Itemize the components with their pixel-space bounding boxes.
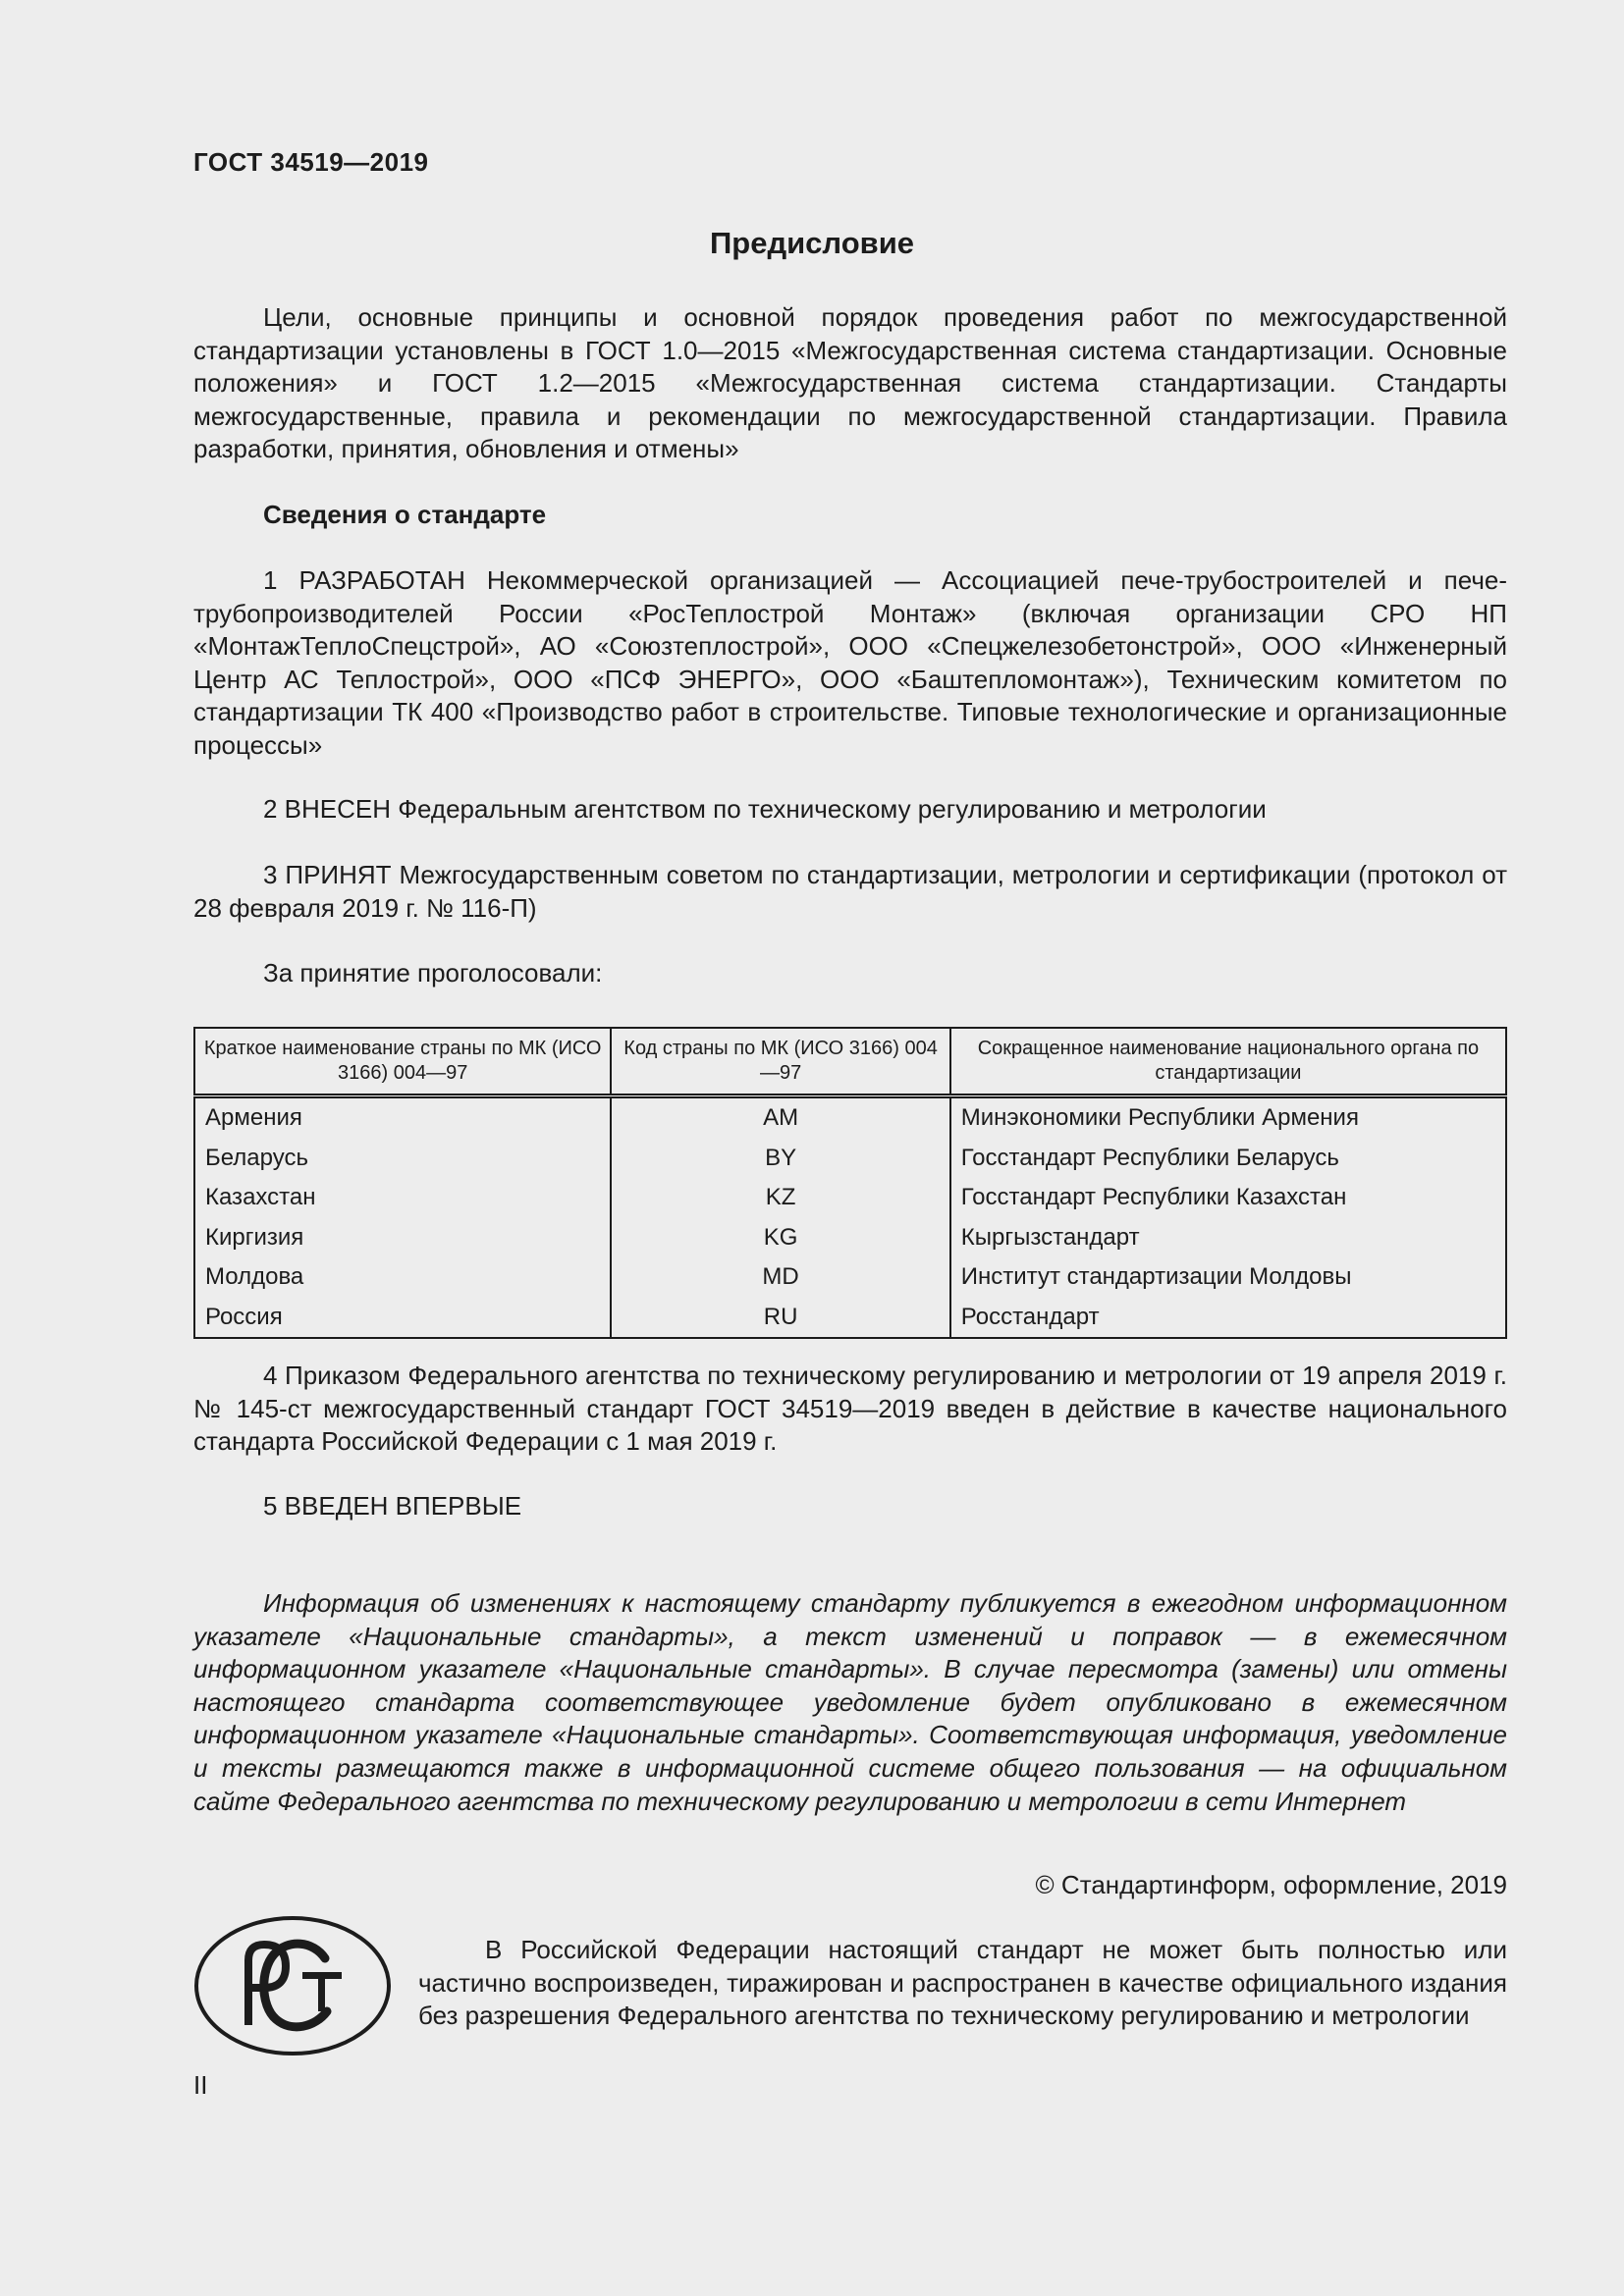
page-number: II	[193, 2070, 208, 2100]
table-header-row	[194, 1028, 1506, 1096]
table-cell-body: Росстандарт	[950, 1298, 1506, 1339]
section-heading: Сведения о стандарте	[263, 500, 547, 529]
item-adopted: 3 ПРИНЯТ Межгосударственным советом по стандартизации, метрологии и сертификации (протокол от 28 февраля 2019 г. № 116-П)	[193, 860, 1507, 923]
table-header-body: Сокращенное наименование национального органа по стандартизации	[950, 1028, 1506, 1096]
copyright-line: © Стандартинформ, оформление, 2019	[1035, 1870, 1507, 1899]
voted-label: За принятие проголосовали:	[263, 958, 603, 988]
intro-paragraph: Цели, основные принципы и основной порядок проведения работ по межгосударственной стандартизации установлены в ГОСТ 1.0—2015 «Межгосударственная система стандартизации. Основные положения» и ГОСТ 1.2—2015 «Межгосударственная система стандартизации. Стандарты межгосударственные, правила и рекомендации по межгосударственной стандартизации. Правила разработки, принятия, обновления и отмены»	[193, 302, 1507, 464]
voting-table	[193, 1027, 1507, 1339]
page-title: Предисловие	[709, 226, 914, 260]
table-row	[194, 1096, 1506, 1139]
table-cell-country: Россия	[194, 1298, 611, 1339]
table-row	[194, 1139, 1506, 1179]
item-first-introduced: 5 ВВЕДЕН ВПЕРВЫЕ	[263, 1491, 522, 1521]
table-cell-country: Армения	[194, 1096, 611, 1139]
document-header: ГОСТ 34519—2019	[193, 147, 429, 177]
table-cell-country: Киргизия	[194, 1218, 611, 1258]
item-submitted: 2 ВНЕСЕН Федеральным агентством по техническому регулированию и метрологии	[263, 794, 1267, 824]
table-cell-code: KG	[611, 1218, 949, 1258]
table-row	[194, 1298, 1506, 1339]
table-cell-body: Госстандарт Республики Казахстан	[950, 1178, 1506, 1218]
table-cell-body: Институт стандартизации Молдовы	[950, 1257, 1506, 1298]
table-row	[194, 1257, 1506, 1298]
table-cell-code: AM	[611, 1096, 949, 1139]
table-row	[194, 1178, 1506, 1218]
table-cell-code: BY	[611, 1139, 949, 1179]
table-cell-body: Госстандарт Республики Беларусь	[950, 1139, 1506, 1179]
table-cell-body: Минэкономики Республики Армения	[950, 1096, 1506, 1139]
table-cell-code: MD	[611, 1257, 949, 1298]
table-cell-country: Беларусь	[194, 1139, 611, 1179]
table-header-country: Краткое наименование страны по МК (ИСО 3166) 004—97	[194, 1028, 611, 1096]
gost-r-mark-icon	[193, 1915, 392, 2056]
table-cell-code: RU	[611, 1298, 949, 1339]
item-developed: 1 РАЗРАБОТАН Некоммерческой организацией — Ассоциацией пече-трубостроителей и пече-трубопроизводителей России «РосТеплострой Монтаж» (включая организации СРО НП «МонтажТеплоСпецстрой», АО «Союзтеплострой», ООО «Спецжелезобетонстрой», ООО «Инженерный Центр АС Теплострой», ООО «ПСФ ЭНЕРГО», ООО «Баштепломонтаж»), Техническим комитетом по стандартизации ТК 400 «Производство работ в строительстве. Типовые технологические и организационные процессы»	[193, 565, 1507, 760]
info-note: Информация об изменениях к настоящему стандарту публикуется в ежегодном информационном указателе «Национальные стандарты», а текст изменений и поправок — в ежемесячном информационном указателе «Национальные стандарты». В случае пересмотра (замены) или отмены настоящего стандарта соответствующее уведомление будет опубликовано в ежемесячном информационном указателе «Национальные стандарты». Соответствующая информация, уведомление и тексты размещаются также в информационной системе общего пользования — на официальном сайте Федерального агентства по техническому регулированию и метрологии в сети Интернет	[193, 1588, 1507, 1816]
table-row	[194, 1218, 1506, 1258]
table-cell-country: Казахстан	[194, 1178, 611, 1218]
item-order: 4 Приказом Федерального агентства по техническому регулированию и метрологии от 19 апреля 2019 г. № 145-ст межгосударственный стандарт ГОСТ 34519—2019 введен в действие в качестве национального стандарта Российской Федерации с 1 мая 2019 г.	[193, 1361, 1507, 1457]
table-cell-country: Молдова	[194, 1257, 611, 1298]
legal-notice: В Российской Федерации настоящий стандарт не может быть полностью или частично воспроизведен, тиражирован и распространен в качестве официального издания без разрешения Федерального агентства по техническому регулированию и метрологии	[418, 1935, 1507, 2031]
table-cell-code: KZ	[611, 1178, 949, 1218]
table-cell-body: Кыргызстандарт	[950, 1218, 1506, 1258]
table-header-code: Код страны по МК (ИСО 3166) 004—97	[611, 1028, 949, 1096]
